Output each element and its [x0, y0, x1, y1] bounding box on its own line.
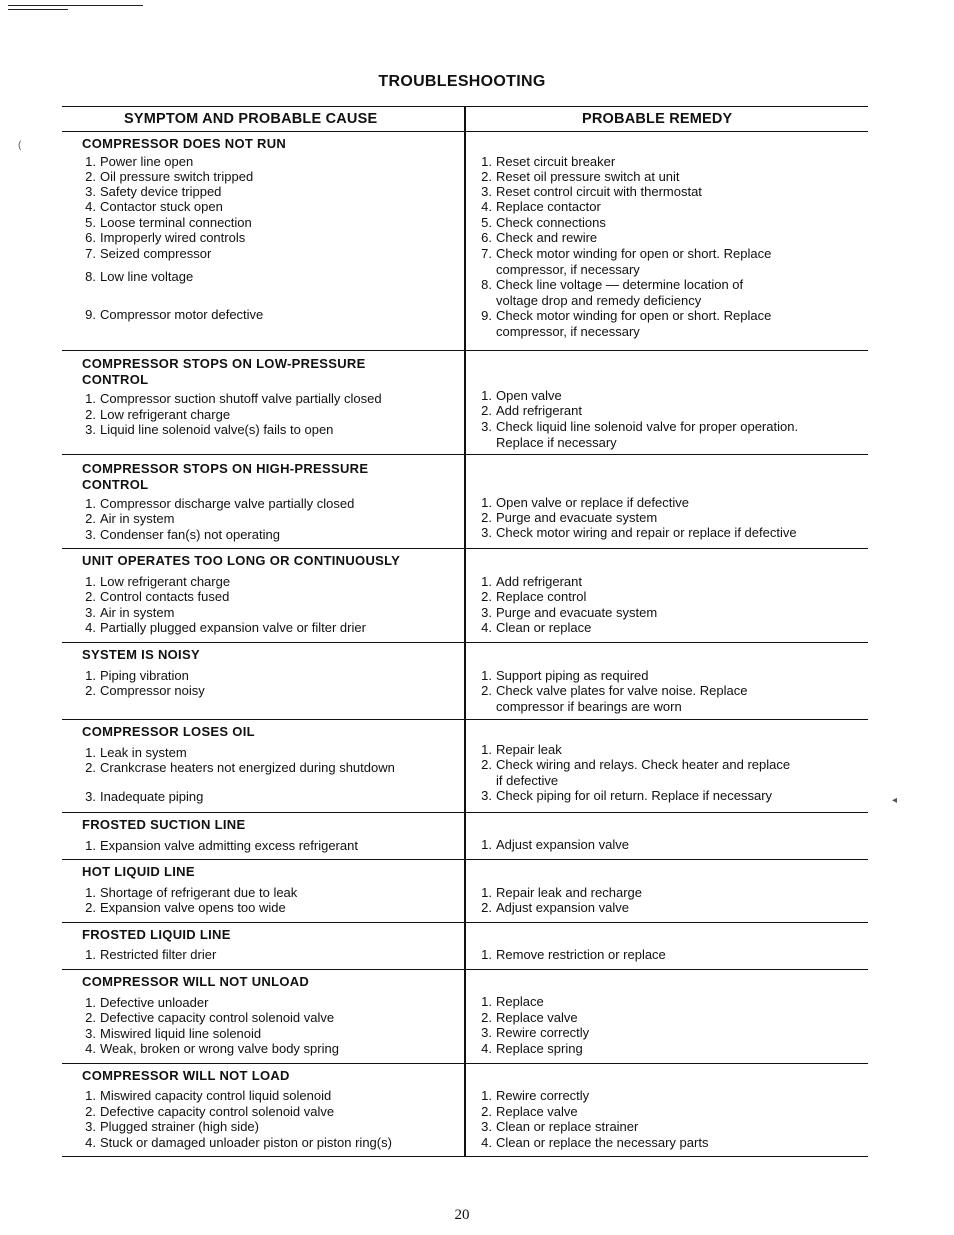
- remedy-item: 1. Rewire correctly: [481, 1088, 590, 1103]
- remedy-item: 3. Check motor wiring and repair or replace if defective: [481, 525, 797, 540]
- remedy-item: 3. Check liquid line solenoid valve for proper operation. Replace if necessary: [481, 419, 799, 450]
- section-title: FROSTED LIQUID LINE: [82, 927, 231, 942]
- section-7: [62, 813, 868, 860]
- column-divider: [464, 1064, 466, 1156]
- remedy-item: 1. Reset circuit breaker: [481, 154, 616, 169]
- margin-mark: ◂: [892, 795, 898, 806]
- remedy-item: 2. Replace valve: [481, 1010, 578, 1025]
- section-title: COMPRESSOR STOPS ON LOW-PRESSURE CONTROL: [82, 356, 366, 387]
- cause-item: 1. Compressor suction shutoff valve partially closed: [85, 391, 382, 406]
- remedy-item: 3. Rewire correctly: [481, 1025, 590, 1040]
- section-10: [62, 970, 868, 1064]
- remedy-item: 1. Adjust expansion valve: [481, 837, 629, 852]
- remedy-item: 7. Check motor winding for open or short. Replace compressor, if necessary: [481, 246, 772, 277]
- cause-item: 5. Loose terminal connection: [85, 215, 252, 230]
- cause-item: 3. Safety device tripped: [85, 184, 222, 199]
- cause-item: 2. Compressor noisy: [85, 683, 205, 698]
- remedy-item: 2. Reset oil pressure switch at unit: [481, 169, 680, 184]
- remedy-item: 2. Purge and evacuate system: [481, 510, 658, 525]
- section-title: COMPRESSOR WILL NOT UNLOAD: [82, 974, 310, 989]
- section-title: UNIT OPERATES TOO LONG OR CONTINUOUSLY: [82, 553, 401, 568]
- cause-item: 1. Miswired capacity control liquid solenoid: [85, 1088, 332, 1103]
- remedy-item: 5. Check connections: [481, 215, 606, 230]
- remedy-item: 3. Reset control circuit with thermostat: [481, 184, 702, 199]
- column-divider: [464, 720, 466, 812]
- remedy-item: 2. Replace control: [481, 589, 587, 604]
- cause-item: 4. Contactor stuck open: [85, 199, 223, 214]
- column-divider: [464, 860, 466, 922]
- section-title: COMPRESSOR WILL NOT LOAD: [82, 1068, 290, 1083]
- cause-item: 1. Piping vibration: [85, 668, 189, 683]
- cause-item: 1. Shortage of refrigerant due to leak: [85, 885, 298, 900]
- cause-item: 9. Compressor motor defective: [85, 307, 264, 322]
- remedy-item: 1. Add refrigerant: [481, 574, 582, 589]
- cause-item: 1. Low refrigerant charge: [85, 574, 231, 589]
- column-divider: [464, 107, 466, 131]
- remedy-item: 1. Repair leak: [481, 742, 562, 757]
- cause-item: 1. Compressor discharge valve partially closed: [85, 496, 355, 511]
- cause-item: 1. Expansion valve admitting excess refrigerant: [85, 838, 358, 853]
- cause-item: 6. Improperly wired controls: [85, 230, 246, 245]
- remedy-item: 2. Add refrigerant: [481, 403, 582, 418]
- cause-item: 3. Air in system: [85, 605, 175, 620]
- cause-item: 4. Weak, broken or wrong valve body spring: [85, 1041, 339, 1056]
- section-title: FROSTED SUCTION LINE: [82, 817, 246, 832]
- cause-item: 1. Defective unloader: [85, 995, 209, 1010]
- cause-item: 8. Low line voltage: [85, 269, 194, 284]
- table-header: [62, 106, 868, 132]
- remedy-item: 1. Remove restriction or replace: [481, 947, 666, 962]
- section-title: COMPRESSOR STOPS ON HIGH-PRESSURE CONTROL: [82, 461, 369, 492]
- remedy-item: 1. Open valve: [481, 388, 562, 403]
- remedy-item: 4. Replace contactor: [481, 199, 601, 214]
- header-symptom: SYMPTOM AND PROBABLE CAUSE: [124, 111, 378, 127]
- cause-item: 1. Leak in system: [85, 745, 187, 760]
- column-divider: [464, 455, 466, 548]
- column-divider: [464, 351, 466, 454]
- section-9: [62, 923, 868, 970]
- remedy-item: 1. Repair leak and recharge: [481, 885, 642, 900]
- remedy-item: 8. Check line voltage — determine location of voltage drop and remedy deficiency: [481, 277, 744, 308]
- margin-mark: (: [18, 140, 22, 151]
- cause-item: 2. Expansion valve opens too wide: [85, 900, 286, 915]
- top-rule: [8, 5, 143, 6]
- cause-item: 3. Plugged strainer (high side): [85, 1119, 259, 1134]
- top-rule-2: [8, 9, 68, 10]
- remedy-item: 2. Check valve plates for valve noise. Replace compressor if bearings are worn: [481, 683, 748, 714]
- cause-item: 3. Liquid line solenoid valve(s) fails to open: [85, 422, 334, 437]
- table-body: [62, 132, 868, 1157]
- page-number: 20: [454, 1207, 470, 1223]
- column-divider: [464, 970, 466, 1063]
- remedy-item: 4. Clean or replace: [481, 620, 592, 635]
- section-4: [62, 549, 868, 643]
- column-divider: [464, 132, 466, 350]
- cause-item: 2. Crankcrase heaters not energized during shutdown: [85, 760, 395, 775]
- section-title: SYSTEM IS NOISY: [82, 647, 200, 662]
- column-divider: [464, 813, 466, 859]
- cause-item: 1. Restricted filter drier: [85, 947, 217, 962]
- remedy-item: 9. Check motor winding for open or short. Replace compressor, if necessary: [481, 308, 772, 339]
- cause-item: 2. Control contacts fused: [85, 589, 230, 604]
- troubleshooting-table: [62, 106, 868, 1157]
- remedy-item: 3. Clean or replace strainer: [481, 1119, 639, 1134]
- section-8: [62, 860, 868, 923]
- cause-item: 4. Stuck or damaged unloader piston or piston ring(s): [85, 1135, 392, 1150]
- cause-item: 3. Miswired liquid line solenoid: [85, 1026, 262, 1041]
- cause-item: 3. Condenser fan(s) not operating: [85, 527, 280, 542]
- cause-item: 2. Defective capacity control solenoid valve: [85, 1010, 335, 1025]
- remedy-item: 1. Open valve or replace if defective: [481, 495, 689, 510]
- column-divider: [464, 643, 466, 719]
- remedy-item: 2. Replace valve: [481, 1104, 578, 1119]
- remedy-item: 2. Check wiring and relays. Check heater and replace if defective: [481, 757, 791, 788]
- remedy-item: 1. Replace: [481, 994, 544, 1009]
- remedy-item: 6. Check and rewire: [481, 230, 598, 245]
- cause-item: 7. Seized compressor: [85, 246, 212, 261]
- section-2: [62, 351, 868, 455]
- column-divider: [464, 923, 466, 969]
- cause-item: 2. Low refrigerant charge: [85, 407, 231, 422]
- cause-item: 2. Defective capacity control solenoid valve: [85, 1104, 335, 1119]
- section-11: [62, 1064, 868, 1157]
- cause-item: 3. Inadequate piping: [85, 789, 204, 804]
- cause-item: 2. Oil pressure switch tripped: [85, 169, 254, 184]
- remedy-item: 3. Purge and evacuate system: [481, 605, 658, 620]
- header-remedy: PROBABLE REMEDY: [582, 111, 733, 127]
- section-5: [62, 643, 868, 720]
- section-1: [62, 132, 868, 351]
- remedy-item: 1. Support piping as required: [481, 668, 649, 683]
- section-3: [62, 455, 868, 549]
- remedy-item: 4. Replace spring: [481, 1041, 583, 1056]
- remedy-item: 4. Clean or replace the necessary parts: [481, 1135, 709, 1150]
- remedy-item: 3. Check piping for oil return. Replace if necessary: [481, 788, 773, 803]
- section-6: [62, 720, 868, 813]
- cause-item: 4. Partially plugged expansion valve or filter drier: [85, 620, 366, 635]
- page-title: TROUBLESHOOTING: [378, 73, 546, 90]
- cause-item: 1. Power line open: [85, 154, 194, 169]
- section-title: COMPRESSOR DOES NOT RUN: [82, 136, 287, 151]
- column-divider: [464, 549, 466, 642]
- section-title: HOT LIQUID LINE: [82, 864, 195, 879]
- cause-item: 2. Air in system: [85, 511, 175, 526]
- remedy-item: 2. Adjust expansion valve: [481, 900, 629, 915]
- section-title: COMPRESSOR LOSES OIL: [82, 724, 255, 739]
